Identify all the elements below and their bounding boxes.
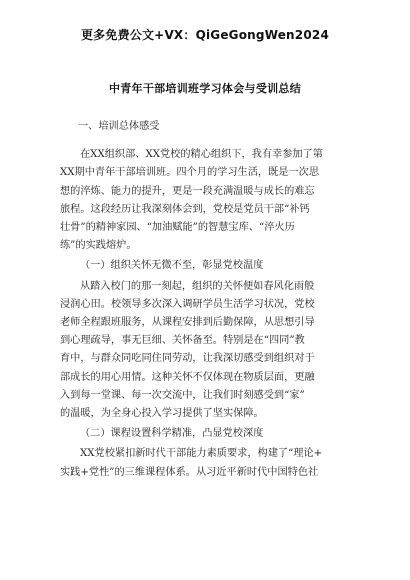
paragraph-line: 实践+党性”的三维课程体系。从习近平新时代中国特色社 (60, 466, 319, 478)
paragraph-line: 的温暖，为全身心投入学习提供了坚实保障。 (60, 408, 264, 420)
paragraph-line: 旅程。这段经历让我深刻体会到，党校是党员干部“补钙 (60, 203, 310, 215)
paragraph-line: 入到每一堂课、每一次交流中，让我们时刻感受到“家” (60, 389, 305, 401)
paragraph-line: 育中，与群众同吃同住同劳动，让我深切感受到组织对于 (60, 353, 315, 365)
paragraph (60, 278, 356, 424)
paragraph-line: 想的淬炼、能力的提升，更是一段充满温暖与成长的难忘 (60, 185, 315, 197)
paragraph-line: 练”的实践熔炉。 (60, 240, 137, 252)
paragraph-line: 在XX组织部、XX党校的精心组织下，我有幸参加了第 (80, 149, 323, 161)
paragraph-line: 老师全程跟班服务，从课程安排到后勤保障，从思想引导 (60, 317, 315, 329)
watermark-text: 更多免费公文+VX：QiGeGongWen2024 (80, 28, 329, 42)
paragraph-line: XX期中青年干部培训班。四个月的学习生活，既是一次思 (60, 167, 320, 179)
document-body (60, 118, 356, 482)
paragraph (60, 146, 356, 255)
paragraph-line: 壮骨”的精神家园、“加油赋能”的智慧宝库、“淬火历 (60, 222, 295, 234)
subsection-heading: （一）组织关怀无微不至，彰显党校温度 (80, 260, 264, 272)
document-title: 中青年干部培训班学习体会与受训总结 (108, 82, 302, 95)
paragraph (60, 445, 356, 481)
paragraph-line: 部成长的用心用情。这种关怀不仅体现在物质层面，更融 (60, 371, 315, 383)
paragraph-line: 到心理疏导，事无巨细、关怀备至。特别是在“四同”教 (60, 335, 305, 347)
paragraph-line: 浸润心田。校领导多次深入调研学员生活学习状况，党校 (60, 298, 315, 310)
paragraph-line: 从踏入校门的那一刻起，组织的关怀便如春风化雨般 (80, 280, 315, 292)
subsection-heading: （二）课程设置科学精准，凸显党校深度 (80, 428, 264, 440)
section-heading: 一、培训总体感受 (78, 121, 160, 132)
paragraph-line: XX党校紧扣新时代干部能力素质要求，构建了“理论+ (80, 448, 323, 460)
